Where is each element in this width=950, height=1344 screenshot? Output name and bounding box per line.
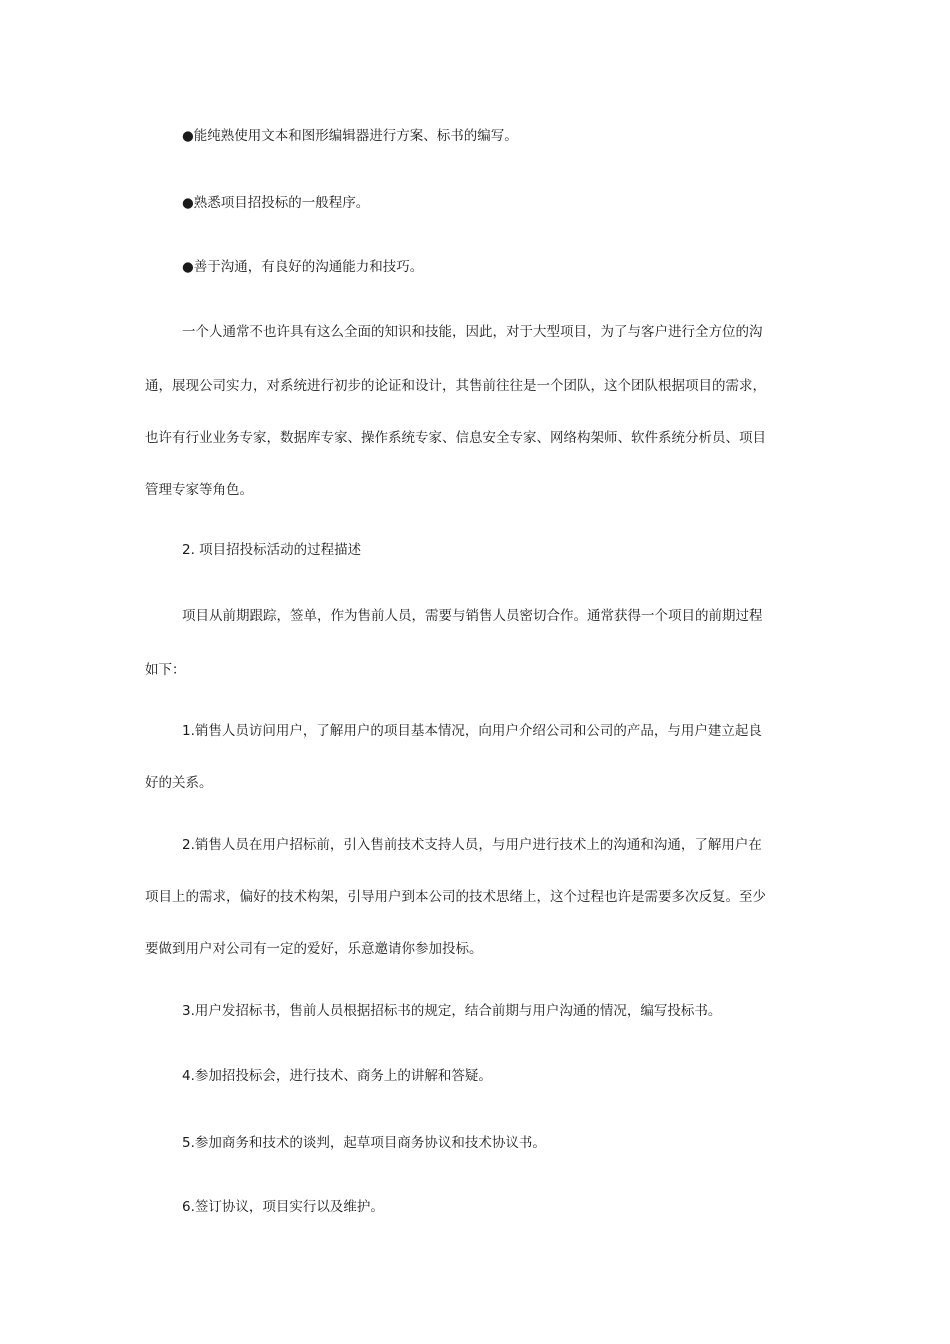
- paragraph-process-line-2: 如下：: [145, 662, 186, 678]
- step-3: 3.用户发招标书，售前人员根据招标书的规定，结合前期与用户沟通的情况，编写投标书。: [182, 1003, 722, 1019]
- step-4: 4.参加招投标会，进行技术、商务上的讲解和答疑。: [182, 1068, 492, 1084]
- paragraph-team-line-4: 管理专家等角色。: [145, 482, 253, 498]
- step-2-line-1: 2.销售人员在用户招标前，引入售前技术支持人员，与用户进行技术上的沟通和沟通，了解用户在: [182, 837, 762, 853]
- bullet-bidding-procedure: ●熟悉项目招投标的一般程序。: [182, 195, 370, 211]
- paragraph-team-line-3: 也许有行业业务专家，数据库专家、操作系统专家、信息安全专家、网络构架师、软件系统分析员、项目: [145, 430, 766, 446]
- step-6: 6.签订协议，项目实行以及维护。: [182, 1199, 384, 1215]
- step-1-line-2: 好的关系。: [145, 775, 213, 791]
- step-2-line-2: 项目上的需求，偏好的技术构架，引导用户到本公司的技术思绪上，这个过程也许是需要多次反复。至少: [145, 889, 766, 905]
- step-1-line-1: 1.销售人员访问用户，了解用户的项目基本情况，向用户介绍公司和公司的产品，与用户建立起良: [182, 723, 762, 739]
- paragraph-process-line-1: 项目从前期跟踪，签单，作为售前人员，需要与销售人员密切合作。通常获得一个项目的前期过程: [182, 608, 763, 624]
- step-2-line-3: 要做到用户对公司有一定的爱好，乐意邀请你参加投标。: [145, 941, 483, 957]
- step-5: 5.参加商务和技术的谈判，起草项目商务协议和技术协议书。: [182, 1135, 546, 1151]
- paragraph-team-line-2: 通，展现公司实力，对系统进行初步的论证和设计，其售前往往是一个团队，这个团队根据项目的需求，: [145, 378, 766, 394]
- bullet-communication-skill: ●善于沟通，有良好的沟通能力和技巧。: [182, 259, 424, 275]
- paragraph-team-line-1: 一个人通常不也许具有这么全面的知识和技能，因此，对于大型项目，为了与客户进行全方位的沟: [182, 324, 763, 340]
- section-heading-2: 2. 项目招投标活动的过程描述: [182, 542, 362, 558]
- bullet-text-editor-skill: ●能纯熟使用文本和图形编辑器进行方案、标书的编写。: [182, 128, 518, 144]
